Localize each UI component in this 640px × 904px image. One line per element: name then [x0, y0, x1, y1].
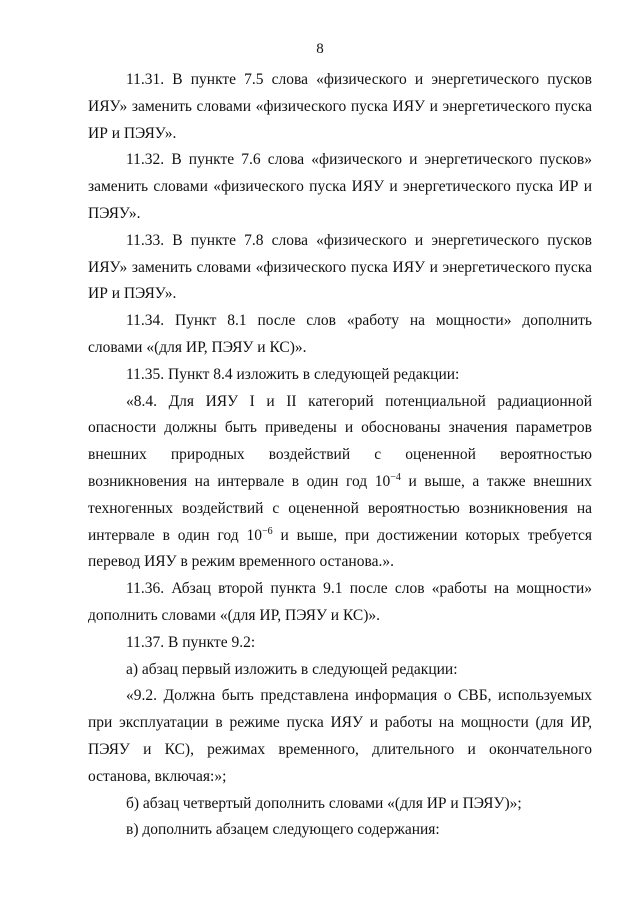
page-number: 8 — [316, 41, 324, 57]
paragraph-11-35: 11.35. Пункт 8.4 изложить в следующей редакции: — [126, 365, 460, 383]
paragraph-9-2-quote: «9.2. Должна быть представлена информация о СВБ, используемых при эксплуатации в режиме пуска ИЯУ и работы на мощности (для ИР, ПЭЯУ и КС), режимах временного, длительного и окончательного останова, включая:»; — [88, 687, 592, 785]
paragraph-8-4-quote — [88, 389, 592, 577]
paragraph-item-b: б) абзац четвертый дополнить словами «(для ИР и ПЭЯУ)»; — [126, 794, 522, 812]
quote-part-2: и выше, а также внешних техногенных воздействий с оцененной вероятностью возникновения на интервале в один год 10 — [88, 472, 593, 544]
paragraph-11-31: 11.31. В пункте 7.5 слова «физического и энергетического пусков ИЯУ» заменить словами «физического пуска ИЯУ и энергетического пуска ИР и ПЭЯУ». — [88, 71, 592, 142]
paragraph-item-v: в) дополнить абзацем следующего содержания: — [126, 821, 440, 839]
paragraph-11-37: 11.37. В пункте 9.2: — [126, 633, 256, 651]
exponent-minus-4: −4 — [390, 471, 401, 483]
exponent-minus-6: −6 — [262, 525, 273, 537]
document-body — [88, 67, 592, 844]
quote-part-3: и выше, при достижении которых требуется перевод ИЯУ в режим временного останова.». — [88, 526, 592, 571]
paragraph-11-32: 11.32. В пункте 7.6 слова «физического и энергетического пусков» заменить словами «физического пуска ИЯУ и энергетического пуска ИР и ПЭЯУ». — [88, 151, 592, 222]
paragraph-11-36: 11.36. Абзац второй пункта 9.1 после слов «работы на мощности» дополнить словами «(для ИР, ПЭЯУ и КС)». — [88, 580, 592, 624]
quote-part-1: «8.4. Для ИЯУ I и II категорий потенциальной радиационной опасности должны быть приведены и обоснованы значения параметров внешних природных воздействий с оцененной вероятностью возникновения на интервале в один год 10 — [88, 392, 592, 490]
paragraph-item-a: а) абзац первый изложить в следующей редакции: — [126, 660, 458, 678]
paragraph-11-34: 11.34. Пункт 8.1 после слов «работу на мощности» дополнить словами «(для ИР, ПЭЯУ и КС)». — [88, 312, 592, 356]
paragraph-11-33: 11.33. В пункте 7.8 слова «физического и энергетического пусков ИЯУ» заменить словами «физического пуска ИЯУ и энергетического пуска ИР и ПЭЯУ». — [88, 231, 592, 303]
